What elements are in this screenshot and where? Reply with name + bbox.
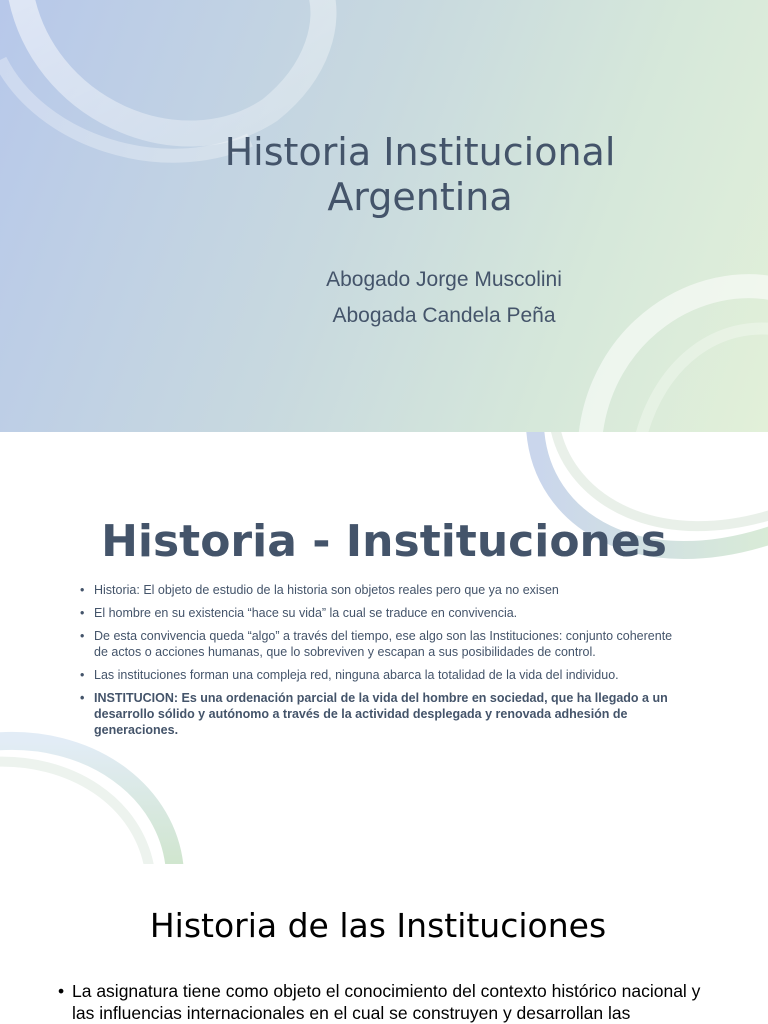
presentation-title: Historia Institucional Argentina	[224, 130, 616, 219]
list-item-text: El hombre en su existencia “hace su vida” la cual se traduce en convivencia.	[94, 606, 518, 620]
list-item-text: INSTITUCION: Es una ordenación parcial de la vida del hombre en sociedad, que ha llegado a un desarrollo sólido y autónomo a través de la actividad desplegada y renovada adhesión de generaciones.	[94, 691, 668, 737]
list-item-definition	[78, 690, 678, 738]
slide-title: Historia - Instituciones	[101, 516, 667, 567]
bullet-icon: •	[80, 668, 85, 682]
content-slide-historia-de-las-instituciones	[0, 864, 768, 1024]
list-item	[78, 605, 678, 621]
content-slide-historia-instituciones	[0, 432, 768, 864]
list-item	[78, 667, 678, 683]
bullet-icon: •	[58, 981, 65, 1001]
bullet-list	[56, 980, 726, 1024]
slide-title: Historia de las Instituciones	[149, 906, 607, 945]
list-item-text: Historia: El objeto de estudio de la historia son objetos reales pero que ya no exisen	[94, 583, 559, 597]
list-item-text: La asignatura tiene como objeto el conocimiento del contexto histórico nacional y las influencias internacionales en el cual se construyen y desarrollan las	[72, 981, 701, 1023]
bullet-icon: •	[80, 629, 85, 643]
list-item-text: Las instituciones forman una compleja red, ninguna abarca la totalidad de la vida del individuo.	[94, 668, 619, 682]
author-2: Abogada Candela Peña	[332, 304, 556, 327]
list-item	[78, 628, 678, 660]
bullet-icon: •	[80, 691, 85, 705]
bullet-list	[78, 582, 678, 745]
bullet-icon: •	[80, 606, 85, 620]
list-item-text: De esta convivencia queda “algo” a través del tiempo, ese algo son las Instituciones: conjunto coherente de actos o acciones humanas, que lo sobreviven y escapan a sus posibilidades de control.	[94, 629, 673, 659]
list-item	[56, 980, 726, 1024]
title-slide	[0, 0, 768, 432]
list-item	[78, 582, 678, 598]
author-1: Abogado Jorge Muscolini	[326, 268, 562, 291]
bullet-icon: •	[80, 583, 85, 597]
arc-top-left	[20, 0, 323, 134]
